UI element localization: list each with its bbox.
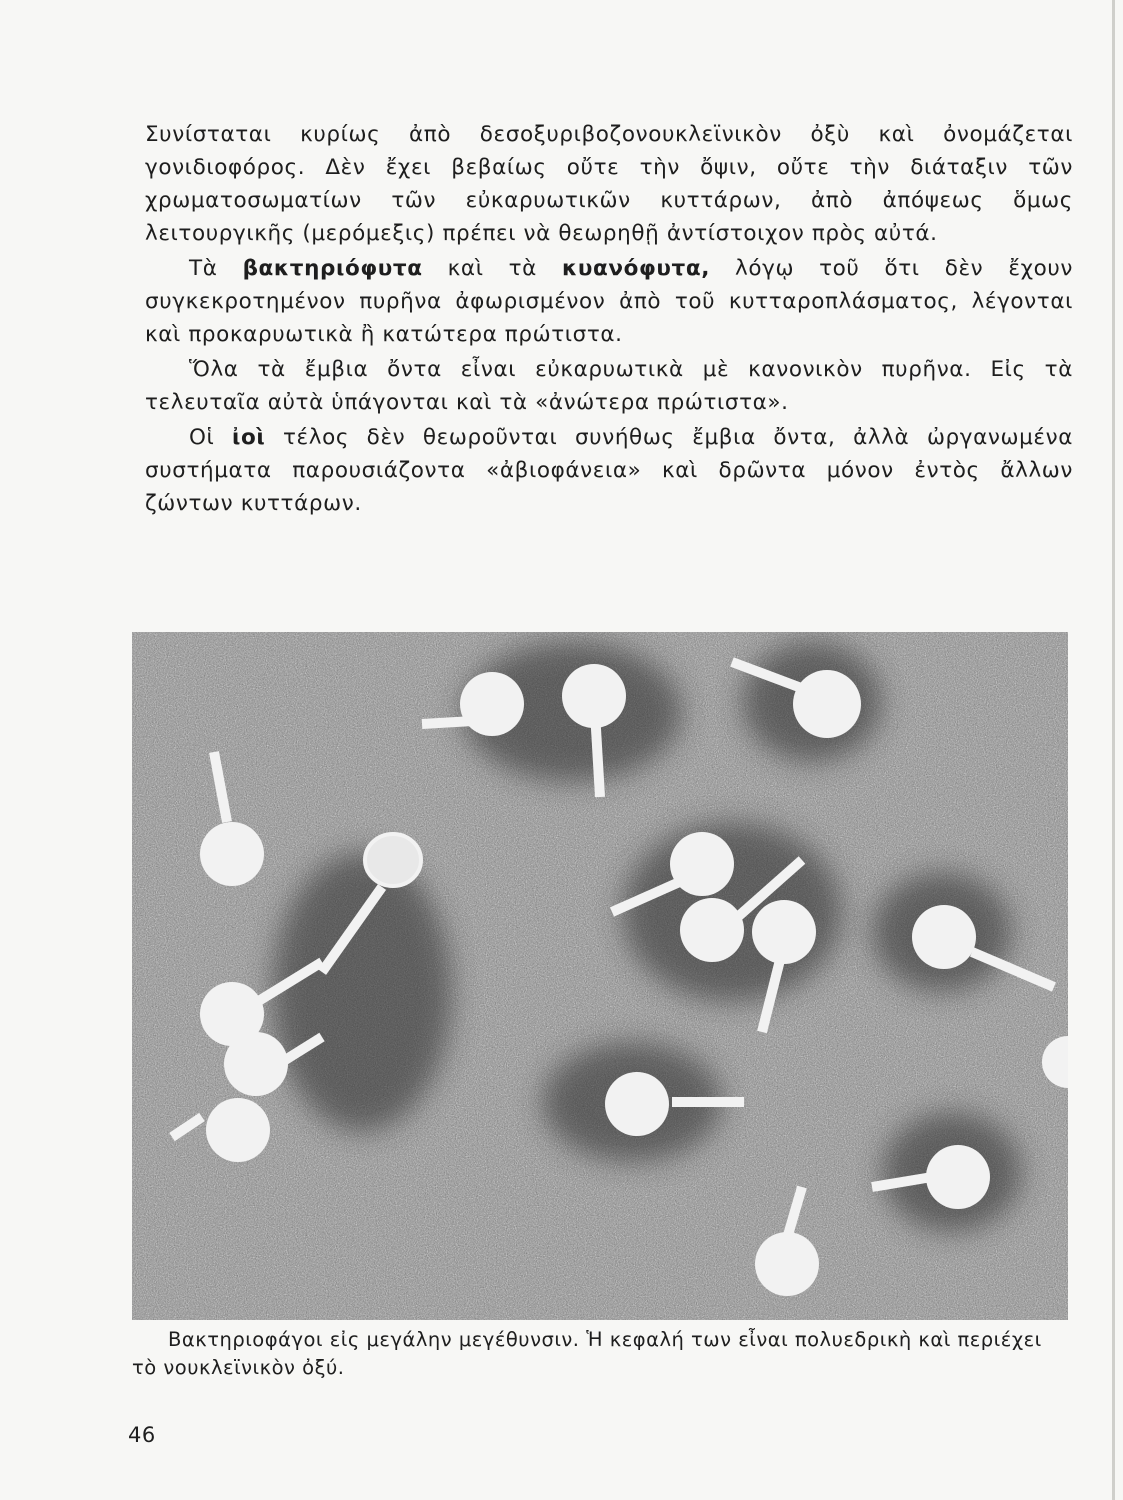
paragraph-2-run-5: λόγῳ τοῦ ὅτι δὲν ἔχουν συγκεκροτημένον πυρῆνα ἀφωρισμένον ἀπὸ τοῦ κυτταροπλάσματος, λέγονται καὶ προκαρυωτικὰ ἢ κατώτερα πρώτιστα. (145, 256, 1073, 347)
paragraph-1-text: Συνίσταται κυρίως ἀπὸ δεσοξυριβοζονουκλεϊνικὸν ὀξὺ καὶ ὀνομάζεται γονιδιοφόρος. Δὲν ἔχει βεβαίως οὔτε τὴν ὄψιν, οὔτε τὴν διάταξιν τῶν χρωματοσωματίων τῶν εὐκαρυωτικῶν κυττάρων, ἀπὸ ἀπόψεως ὅμως λειτουργικῆς (μερόμεξις) πρέπει νὰ θεωρηθῇ ἀντίστοιχον πρὸς αὐτά. (145, 122, 1073, 246)
paragraph-2 (145, 252, 1073, 351)
page-edge (1112, 0, 1115, 1500)
paragraph-2-run-1: Τὰ (189, 256, 243, 281)
paragraph-2-run-3: καὶ τὰ (422, 256, 562, 281)
micrograph-image (132, 632, 1068, 1320)
term-bacteriophyta: βακτηριόφυτα (242, 256, 423, 281)
paragraph-1 (145, 118, 1073, 250)
page-number: 46 (128, 1423, 156, 1447)
figure-caption (132, 1326, 1072, 1382)
paragraph-3 (145, 353, 1073, 419)
bacteriophage-micrograph (132, 632, 1068, 1320)
body-text (145, 118, 1073, 522)
term-cyanophyta: κυανόφυτα, (562, 256, 710, 281)
figure-caption-text: Βακτηριοφάγοι εἰς μεγάλην μεγέθυνσιν. Ἡ κεφαλή των εἶναι πολυεδρικὴ καὶ περιέχει τὸ νουκλεϊνικὸν ὀξύ. (132, 1328, 1042, 1379)
paragraph-3-text: Ὅλα τὰ ἔμβια ὄντα εἶναι εὐκαρυωτικὰ μὲ κανονικὸν πυρῆνα. Εἰς τὰ τελευταῖα αὐτὰ ὑπάγονται καὶ τὰ «ἀνώτερα πρώτιστα». (145, 357, 1073, 415)
paragraph-4-run-3: τέλος δὲν θεωροῦνται συνήθως ἔμβια ὄντα, ἀλλὰ ὠργανωμένα συστήματα παρουσιάζοντα «ἀβιοφάνεια» καὶ δρῶντα μόνον ἐντὸς ἄλλων ζώντων κυττάρων. (145, 425, 1073, 516)
paragraph-4 (145, 421, 1073, 520)
paragraph-4-run-1: Οἱ (189, 425, 233, 450)
term-viruses: ἰοὶ (232, 425, 266, 450)
